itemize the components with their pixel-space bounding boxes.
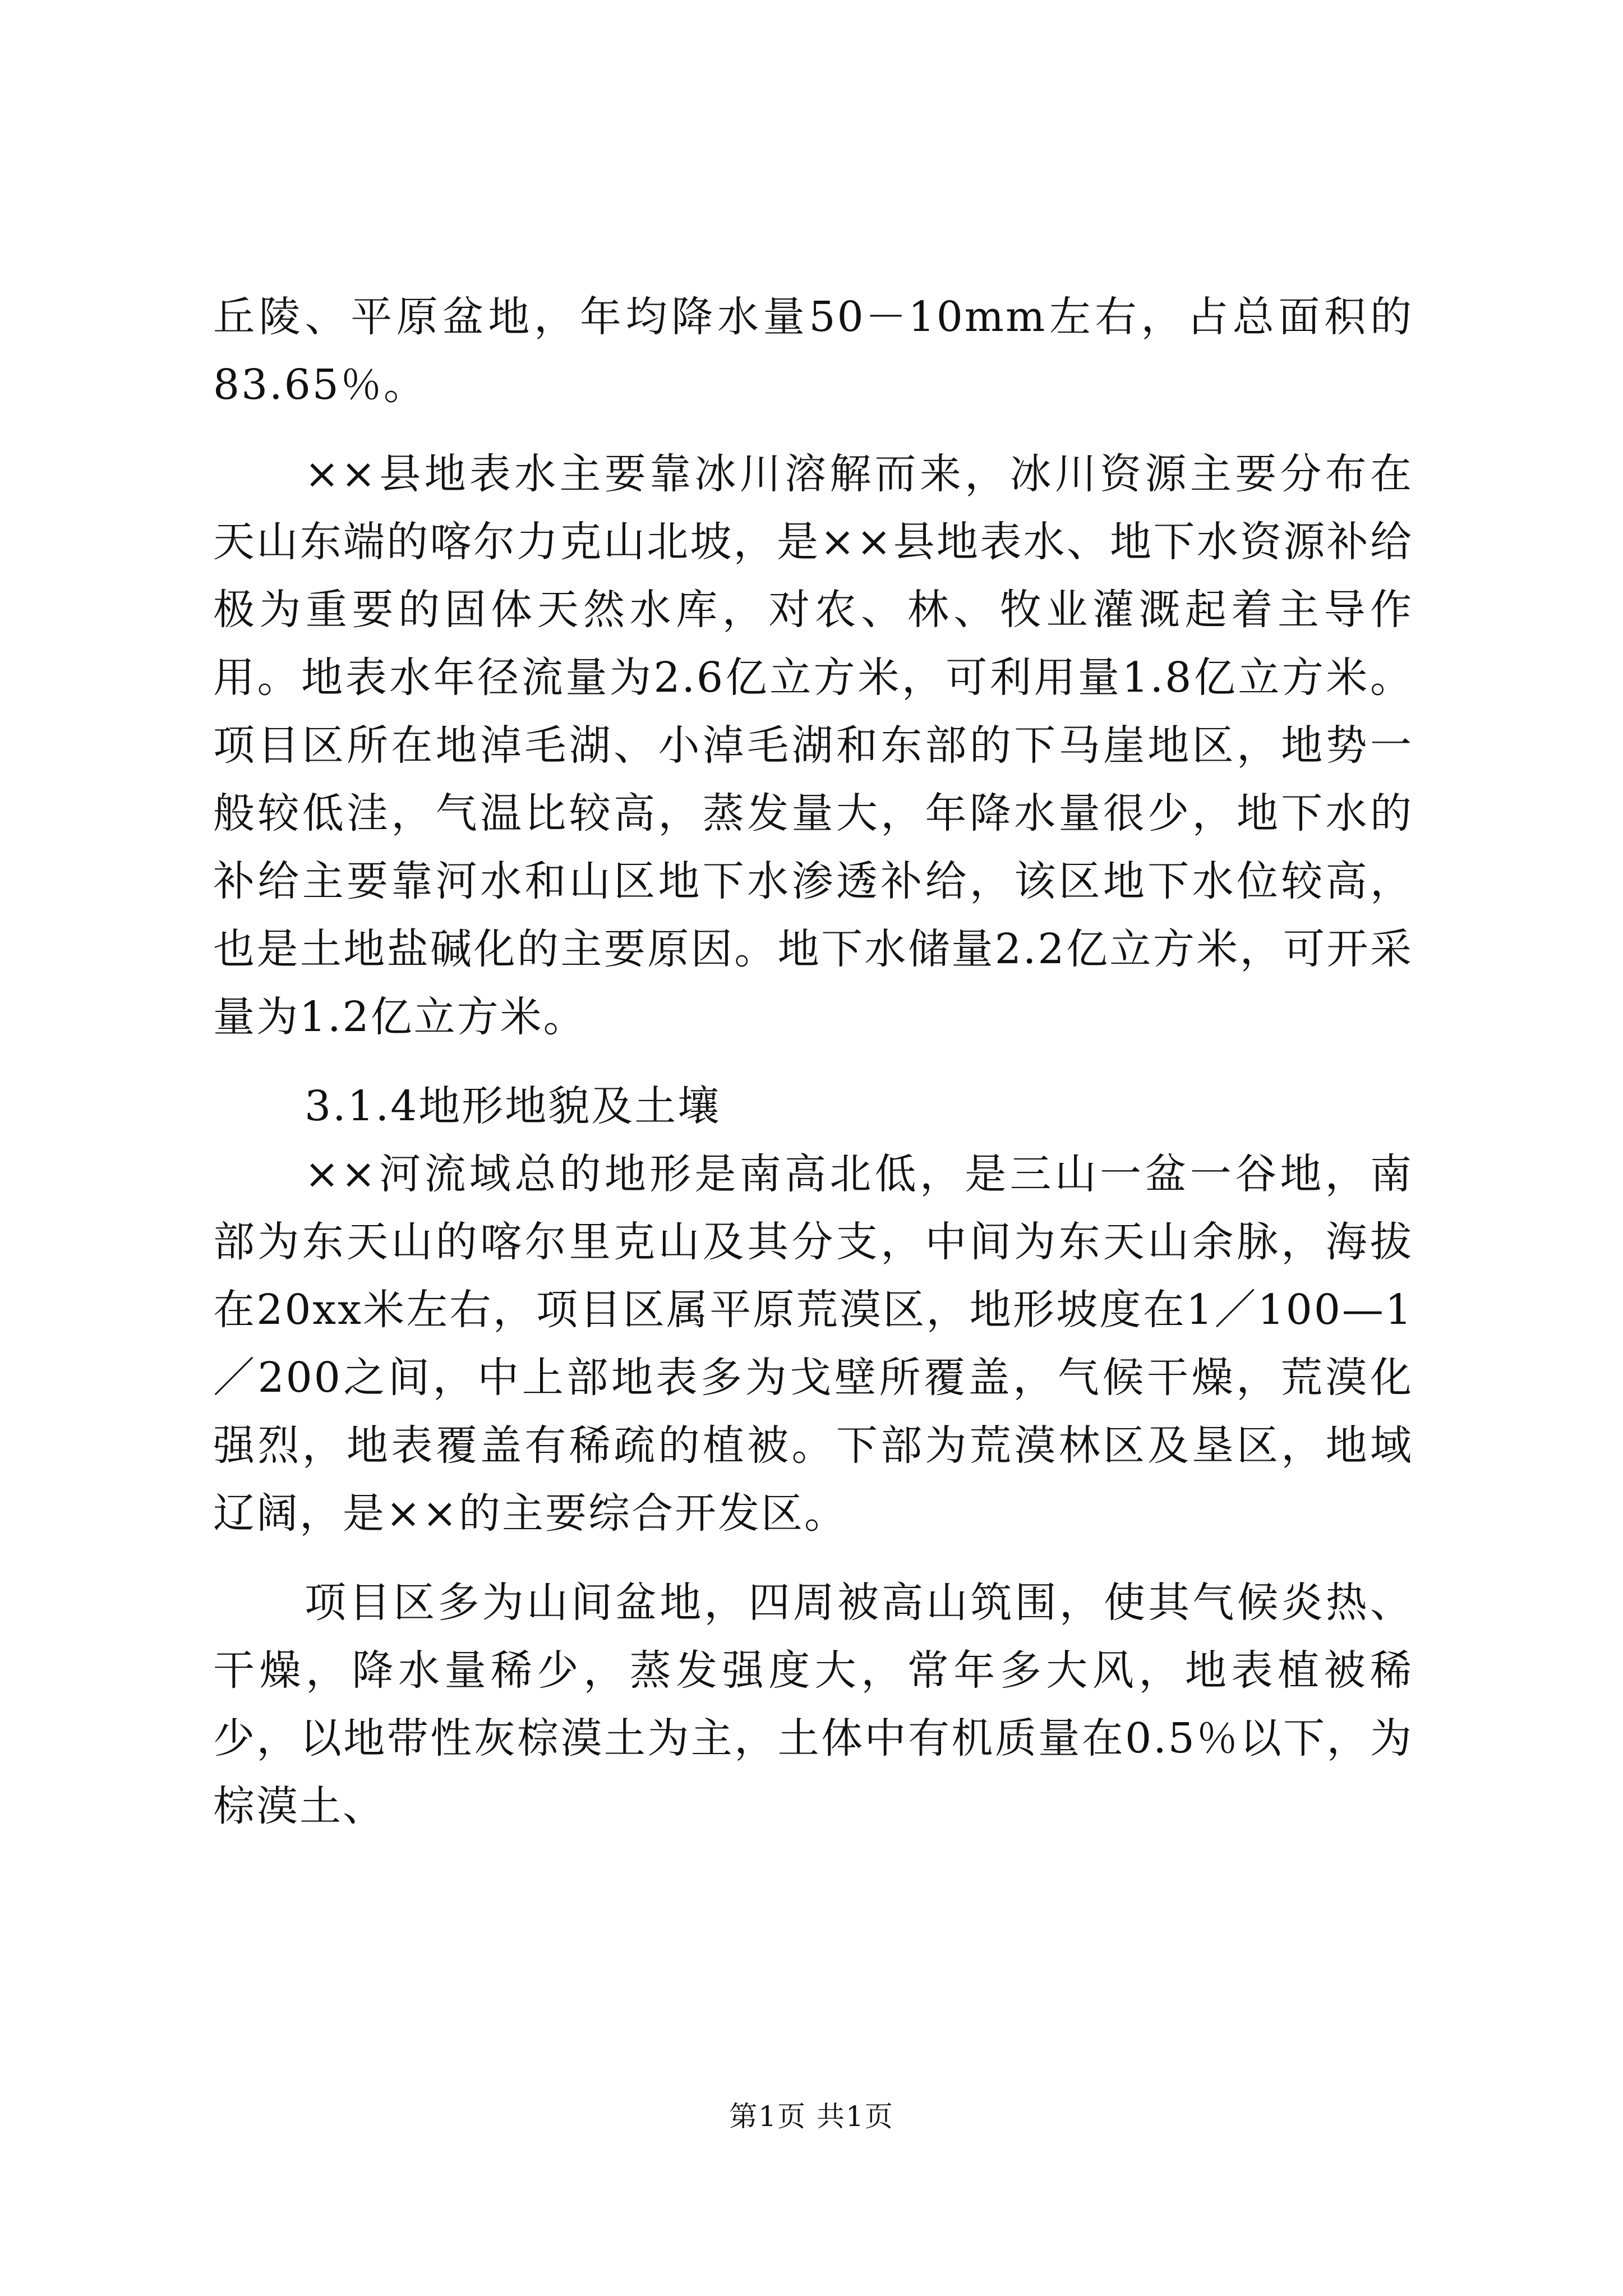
page-footer: 第1页 共1页: [729, 2100, 894, 2133]
section-heading-terrain: 3.1.4地形地貌及土壤: [305, 1082, 721, 1130]
paragraph-surface-water: ××县地表水主要靠冰川溶解而来，冰川资源主要分布在天山东端的喀尔力克山北坡，是××县地表水、地下水资源补给极为重要的固体天然水库，对农、林、牧业灌溉起着主导作用。地表水年径流量为2.6亿立方米，可利用量1.8亿立方米。项目区所在地淖毛湖、小淖毛湖和东部的下马崖地区，地势一般较低洼，气温比较高，蒸发量大，年降水量很少，地下水的补给主要靠河水和山区地下水渗透补给，该区地下水位较高，也是土地盐碱化的主要原因。地下水储量2.2亿立方米，可开采量为1.2亿立方米。: [213, 450, 1413, 1041]
paragraph-terrain: ××河流域总的地形是南高北低，是三山一盆一谷地，南部为东天山的喀尔里克山及其分支，中间为东天山余脉，海拔在20xx米左右，项目区属平原荒漠区，地形坡度在1／100—1／200之间，中上部地表多为戈壁所覆盖，气候干燥，荒漠化强烈，地表覆盖有稀疏的植被。下部为荒漠林区及垦区，地域辽阔，是××的主要综合开发区。: [213, 1150, 1413, 1538]
document-body: [213, 283, 1413, 1841]
paragraph-continuation: 丘陵、平原盆地，年均降水量50－10mm左右，占总面积的83.65％。: [213, 293, 1413, 409]
paragraph-soil: 项目区多为山间盆地，四周被高山筑围，使其气候炎热、干燥，降水量稀少，蒸发强度大，常年多大风，地表植被稀少，以地带性灰棕漠土为主，土体中有机质量在0.5％以下，为棕漠土、: [213, 1579, 1413, 1830]
